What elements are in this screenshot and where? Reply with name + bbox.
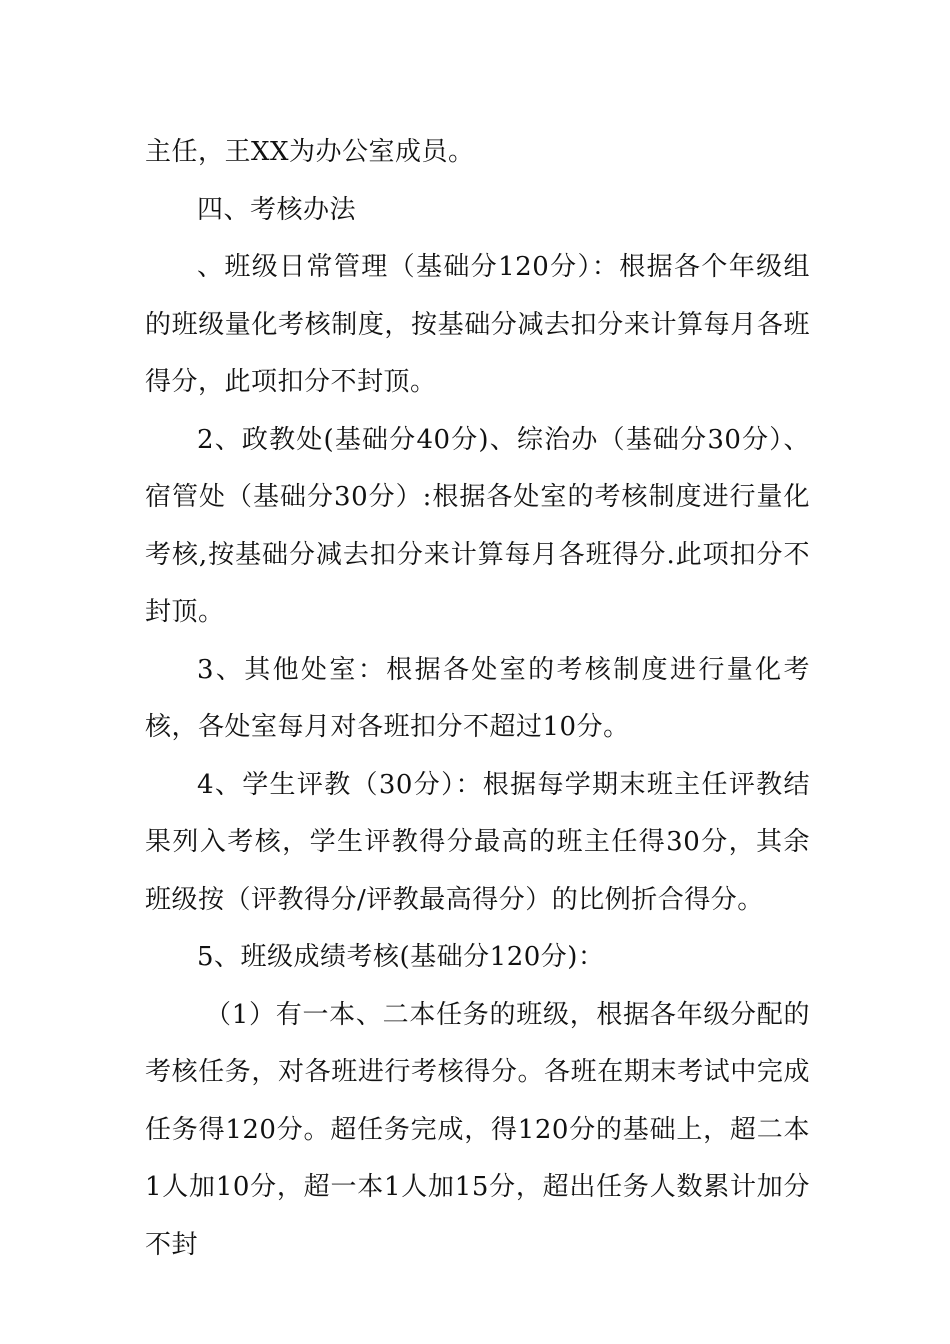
paragraph-item-1: 、班级日常管理（基础分120分）：根据各个年级组的班级量化考核制度，按基础分减去扣分来计算每月各班得分，此项扣分不封顶。 xyxy=(145,252,810,397)
paragraph-item-4: 4、学生评教（30分）：根据每学期末班主任评教结果列入考核，学生评教得分最高的班主任得30分，其余班级按（评教得分/评教最高得分）的比例折合得分。 xyxy=(145,769,810,915)
paragraph-continuation: 主任，王XX为办公室成员。 xyxy=(145,137,475,167)
paragraph-item-5: 5、班级成绩考核(基础分120分)： xyxy=(197,942,605,972)
section-heading-assessment-methods: 四、考核办法 xyxy=(197,194,357,225)
paragraph-item-3: 3、其他处室：根据各处室的考核制度进行量化考核，各处室每月对各班扣分不超过10分。 xyxy=(145,654,810,742)
paragraph-item-2: 2、政教处(基础分40分)、综治办（基础分30分）、宿管处（基础分30分）:根据各处室的考核制度进行量化考核,按基础分减去扣分来计算每月各班得分.此项扣分不封顶。 xyxy=(145,424,810,627)
document-body xyxy=(145,124,810,1274)
paragraph-subitem-1: （1）有一本、二本任务的班级，根据各年级分配的考核任务，对各班进行考核得分。各班在期末考试中完成任务得120分。超任务完成，得120分的基础上，超二本1人加10分，超一本1人加15分，超出任务人数累计加分不封 xyxy=(145,999,810,1260)
